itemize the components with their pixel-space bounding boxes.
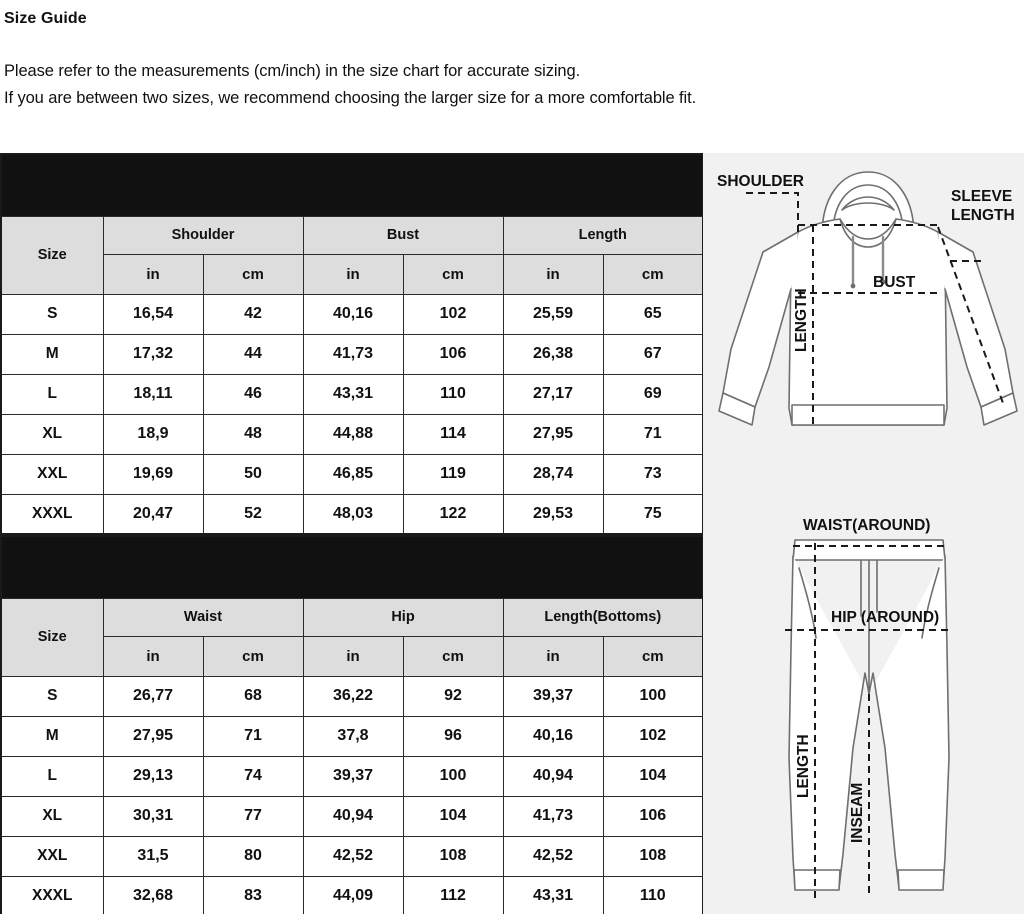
hoodie-xl-length-cm: 71	[603, 414, 703, 454]
hoodie-title: Hoodie	[1, 154, 703, 216]
bottoms-m-length-in: 40,16	[503, 716, 603, 756]
hoodie-xxl-bust-in: 46,85	[303, 454, 403, 494]
intro-section	[0, 0, 1024, 111]
hoodie-xxxl-shoulder-in: 20,47	[103, 494, 203, 534]
bottoms-s-length-cm: 100	[603, 676, 703, 716]
bottoms-size-m: M	[1, 716, 103, 756]
hoodie-xxxl-bust-in: 48,03	[303, 494, 403, 534]
bottoms-l-hip-cm: 100	[403, 756, 503, 796]
table-row	[1, 876, 703, 914]
bottoms-illustration-icon	[703, 498, 1024, 914]
hoodie-figure	[703, 153, 1024, 498]
bottoms-size-xxl: XXL	[1, 836, 103, 876]
bottoms-xl-waist-cm: 77	[203, 796, 303, 836]
hoodie-label-bust: BUST	[873, 274, 916, 291]
bottoms-size-s: S	[1, 676, 103, 716]
table-row	[1, 716, 703, 756]
bottoms-xxxl-hip-in: 44,09	[303, 876, 403, 914]
hoodie-group-shoulder: Shoulder	[103, 216, 303, 254]
hoodie-unit-shoulder-in: in	[103, 254, 203, 294]
table-row	[1, 454, 703, 494]
hoodie-xxxl-shoulder-cm: 52	[203, 494, 303, 534]
bottoms-title-row	[1, 536, 703, 598]
bottoms-size-header: Size	[1, 598, 103, 676]
bottoms-xl-hip-cm: 104	[403, 796, 503, 836]
hoodie-m-length-in: 26,38	[503, 334, 603, 374]
hoodie-s-length-cm: 65	[603, 294, 703, 334]
bottoms-l-length-in: 40,94	[503, 756, 603, 796]
hoodie-group-bust: Bust	[303, 216, 503, 254]
bottoms-size-l: L	[1, 756, 103, 796]
bottoms-s-waist-in: 26,77	[103, 676, 203, 716]
hoodie-l-bust-in: 43,31	[303, 374, 403, 414]
hoodie-unit-length-cm: cm	[603, 254, 703, 294]
hoodie-xxl-length-in: 28,74	[503, 454, 603, 494]
hoodie-s-bust-in: 40,16	[303, 294, 403, 334]
hoodie-xxl-shoulder-in: 19,69	[103, 454, 203, 494]
hoodie-xl-shoulder-in: 18,9	[103, 414, 203, 454]
bottoms-label-waist: WAIST(AROUND)	[803, 517, 931, 534]
bottoms-unit-waist-cm: cm	[203, 636, 303, 676]
bottoms-label-inseam: INSEAM	[849, 782, 866, 843]
hoodie-xxxl-length-in: 29,53	[503, 494, 603, 534]
hoodie-illustration-icon	[703, 153, 1024, 498]
bottoms-xxxl-length-in: 43,31	[503, 876, 603, 914]
bottoms-s-waist-cm: 68	[203, 676, 303, 716]
hoodie-group-length: Length	[503, 216, 703, 254]
hoodie-s-length-in: 25,59	[503, 294, 603, 334]
hoodie-xxl-bust-cm: 119	[403, 454, 503, 494]
table-row	[1, 756, 703, 796]
bottoms-unit-hip-in: in	[303, 636, 403, 676]
table-row	[1, 494, 703, 534]
hoodie-l-length-cm: 69	[603, 374, 703, 414]
hoodie-size-m: M	[1, 334, 103, 374]
bottoms-m-waist-in: 27,95	[103, 716, 203, 756]
hoodie-unit-bust-cm: cm	[403, 254, 503, 294]
hoodie-label-sleeve-2: LENGTH	[951, 207, 1015, 224]
bottoms-m-waist-cm: 71	[203, 716, 303, 756]
hoodie-xxxl-length-cm: 75	[603, 494, 703, 534]
size-tables-column	[0, 153, 703, 914]
hoodie-unit-shoulder-cm: cm	[203, 254, 303, 294]
bottoms-xxxl-hip-cm: 112	[403, 876, 503, 914]
hoodie-m-shoulder-in: 17,32	[103, 334, 203, 374]
bottoms-xxxl-waist-in: 32,68	[103, 876, 203, 914]
bottoms-xxxl-length-cm: 110	[603, 876, 703, 914]
bottoms-xl-waist-in: 30,31	[103, 796, 203, 836]
hoodie-xl-shoulder-cm: 48	[203, 414, 303, 454]
bottoms-size-table	[0, 535, 704, 914]
hoodie-unit-length-in: in	[503, 254, 603, 294]
hoodie-size-header: Size	[1, 216, 103, 294]
hoodie-group-header-row	[1, 216, 703, 254]
bottoms-s-hip-in: 36,22	[303, 676, 403, 716]
hoodie-s-shoulder-in: 16,54	[103, 294, 203, 334]
bottoms-l-waist-in: 29,13	[103, 756, 203, 796]
intro-line-2: If you are between two sizes, we recommend choosing the larger size for a more comfortable fit.	[4, 88, 697, 107]
hoodie-xl-bust-cm: 114	[403, 414, 503, 454]
hoodie-xxxl-bust-cm: 122	[403, 494, 503, 534]
hoodie-unit-bust-in: in	[303, 254, 403, 294]
hoodie-s-bust-cm: 102	[403, 294, 503, 334]
bottoms-unit-hip-cm: cm	[403, 636, 503, 676]
hoodie-l-shoulder-cm: 46	[203, 374, 303, 414]
bottoms-group-length: Length(Bottoms)	[503, 598, 703, 636]
hoodie-xxl-shoulder-cm: 50	[203, 454, 303, 494]
table-row	[1, 414, 703, 454]
hoodie-label-sleeve-1: SLEEVE	[951, 188, 1013, 205]
hoodie-unit-header-row	[1, 254, 703, 294]
bottoms-label-hip: HIP (AROUND)	[831, 609, 940, 626]
hoodie-label-shoulder: SHOULDER	[717, 173, 804, 190]
table-row	[1, 374, 703, 414]
bottoms-xxxl-waist-cm: 83	[203, 876, 303, 914]
hoodie-size-l: L	[1, 374, 103, 414]
hoodie-m-length-cm: 67	[603, 334, 703, 374]
bottoms-l-length-cm: 104	[603, 756, 703, 796]
bottoms-size-xl: XL	[1, 796, 103, 836]
bottoms-xl-hip-in: 40,94	[303, 796, 403, 836]
table-row	[1, 676, 703, 716]
bottoms-group-waist: Waist	[103, 598, 303, 636]
hoodie-title-row	[1, 154, 703, 216]
hoodie-l-length-in: 27,17	[503, 374, 603, 414]
bottoms-s-hip-cm: 92	[403, 676, 503, 716]
page-title: Size Guide	[4, 10, 87, 27]
hoodie-m-bust-cm: 106	[403, 334, 503, 374]
hoodie-l-shoulder-in: 18,11	[103, 374, 203, 414]
hoodie-xl-bust-in: 44,88	[303, 414, 403, 454]
bottoms-m-length-cm: 102	[603, 716, 703, 756]
bottoms-xxl-length-cm: 108	[603, 836, 703, 876]
table-row	[1, 796, 703, 836]
bottoms-unit-header-row	[1, 636, 703, 676]
hoodie-size-table	[0, 153, 704, 535]
bottoms-group-hip: Hip	[303, 598, 503, 636]
bottoms-xl-length-cm: 106	[603, 796, 703, 836]
bottoms-unit-length-cm: cm	[603, 636, 703, 676]
hoodie-m-shoulder-cm: 44	[203, 334, 303, 374]
hoodie-xxl-length-cm: 73	[603, 454, 703, 494]
bottoms-m-hip-in: 37,8	[303, 716, 403, 756]
bottoms-xxl-length-in: 42,52	[503, 836, 603, 876]
hoodie-xl-length-in: 27,95	[503, 414, 603, 454]
hoodie-size-xl: XL	[1, 414, 103, 454]
bottoms-title: Bottoms	[1, 536, 703, 598]
table-row	[1, 836, 703, 876]
measurement-figures-column	[703, 153, 1024, 914]
bottoms-unit-waist-in: in	[103, 636, 203, 676]
bottoms-size-xxxl: XXXL	[1, 876, 103, 914]
bottoms-figure	[703, 498, 1024, 914]
bottoms-xxl-waist-in: 31,5	[103, 836, 203, 876]
bottoms-label-length: LENGTH	[795, 734, 812, 798]
bottoms-xxl-hip-in: 42,52	[303, 836, 403, 876]
hoodie-l-bust-cm: 110	[403, 374, 503, 414]
bottoms-m-hip-cm: 96	[403, 716, 503, 756]
bottoms-l-waist-cm: 74	[203, 756, 303, 796]
bottoms-l-hip-in: 39,37	[303, 756, 403, 796]
bottoms-unit-length-in: in	[503, 636, 603, 676]
table-row	[1, 294, 703, 334]
hoodie-s-shoulder-cm: 42	[203, 294, 303, 334]
bottoms-s-length-in: 39,37	[503, 676, 603, 716]
hoodie-size-s: S	[1, 294, 103, 334]
bottoms-xl-length-in: 41,73	[503, 796, 603, 836]
bottoms-xxl-waist-cm: 80	[203, 836, 303, 876]
hoodie-size-xxxl: XXXL	[1, 494, 103, 534]
table-row	[1, 334, 703, 374]
bottoms-group-header-row	[1, 598, 703, 636]
bottoms-xxl-hip-cm: 108	[403, 836, 503, 876]
size-chart-area	[0, 153, 1024, 914]
hoodie-size-xxl: XXL	[1, 454, 103, 494]
hoodie-label-length: LENGTH	[793, 288, 810, 352]
intro-line-1: Please refer to the measurements (cm/inch) in the size chart for accurate sizing.	[4, 62, 581, 80]
hoodie-m-bust-in: 41,73	[303, 334, 403, 374]
